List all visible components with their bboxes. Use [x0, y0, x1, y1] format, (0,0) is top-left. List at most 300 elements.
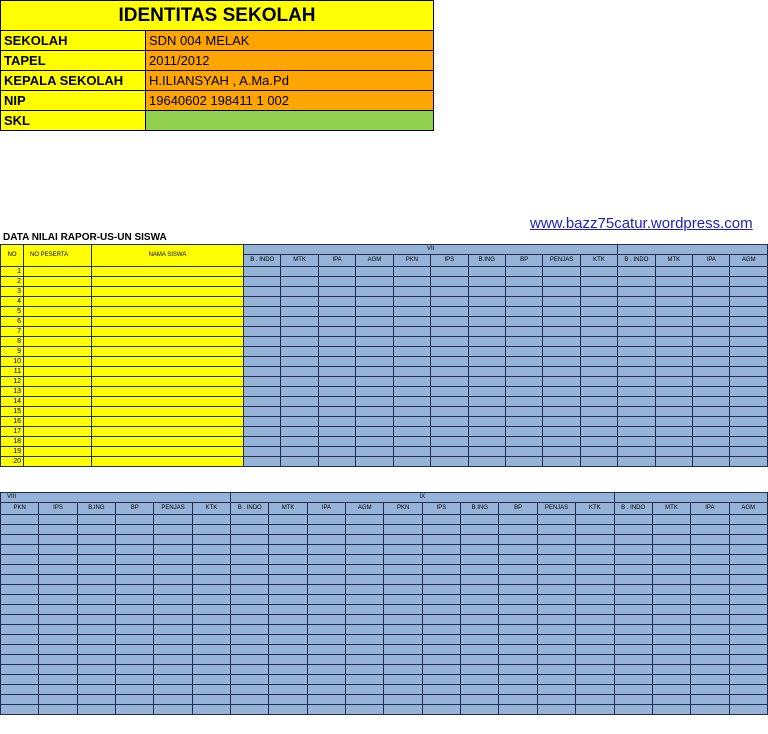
grade-cell[interactable] [576, 535, 614, 545]
grade-cell[interactable] [468, 387, 505, 397]
nama-siswa-cell[interactable] [92, 267, 244, 277]
grade-cell[interactable] [580, 267, 617, 277]
grade-cell[interactable] [1, 545, 39, 555]
grade-cell[interactable] [652, 705, 690, 715]
grade-cell[interactable] [393, 457, 430, 467]
grade-cell[interactable] [580, 297, 617, 307]
grade-cell[interactable] [281, 387, 318, 397]
grade-cell[interactable] [505, 377, 542, 387]
grade-cell[interactable] [281, 337, 318, 347]
grade-cell[interactable] [652, 575, 690, 585]
grade-cell[interactable] [505, 327, 542, 337]
grade-cell[interactable] [281, 457, 318, 467]
grade-cell[interactable] [192, 695, 230, 705]
grade-cell[interactable] [422, 565, 460, 575]
grade-cell[interactable] [652, 615, 690, 625]
grade-cell[interactable] [244, 437, 281, 447]
grade-cell[interactable] [580, 407, 617, 417]
grade-cell[interactable] [468, 427, 505, 437]
grade-cell[interactable] [39, 625, 77, 635]
no-peserta-cell[interactable] [24, 387, 92, 397]
grade-cell[interactable] [356, 397, 393, 407]
grade-cell[interactable] [693, 327, 730, 337]
nama-siswa-cell[interactable] [92, 357, 244, 367]
grade-cell[interactable] [1, 685, 39, 695]
grade-cell[interactable] [231, 685, 269, 695]
grade-cell[interactable] [281, 317, 318, 327]
nama-siswa-cell[interactable] [92, 307, 244, 317]
grade-cell[interactable] [422, 605, 460, 615]
grade-cell[interactable] [356, 327, 393, 337]
grade-cell[interactable] [281, 407, 318, 417]
grade-cell[interactable] [614, 555, 652, 565]
grade-cell[interactable] [192, 655, 230, 665]
grade-cell[interactable] [499, 635, 537, 645]
grade-cell[interactable] [730, 267, 768, 277]
grade-cell[interactable] [356, 387, 393, 397]
grade-cell[interactable] [652, 595, 690, 605]
grade-cell[interactable] [499, 545, 537, 555]
grade-cell[interactable] [39, 585, 77, 595]
grade-cell[interactable] [318, 337, 355, 347]
grade-cell[interactable] [576, 665, 614, 675]
grade-cell[interactable] [543, 447, 580, 457]
grade-cell[interactable] [461, 695, 499, 705]
grade-cell[interactable] [580, 277, 617, 287]
grade-cell[interactable] [356, 377, 393, 387]
grade-cell[interactable] [116, 565, 154, 575]
grade-cell[interactable] [537, 695, 575, 705]
grade-cell[interactable] [231, 655, 269, 665]
grade-cell[interactable] [499, 535, 537, 545]
no-peserta-cell[interactable] [24, 317, 92, 327]
grade-cell[interactable] [693, 287, 730, 297]
grade-cell[interactable] [231, 695, 269, 705]
grade-cell[interactable] [691, 705, 729, 715]
grade-cell[interactable] [691, 605, 729, 615]
grade-cell[interactable] [499, 585, 537, 595]
grade-cell[interactable] [691, 595, 729, 605]
grade-cell[interactable] [543, 357, 580, 367]
grade-cell[interactable] [652, 655, 690, 665]
grade-cell[interactable] [576, 635, 614, 645]
grade-cell[interactable] [580, 387, 617, 397]
grade-cell[interactable] [307, 705, 345, 715]
grade-cell[interactable] [652, 625, 690, 635]
grade-cell[interactable] [543, 327, 580, 337]
grade-cell[interactable] [244, 457, 281, 467]
grade-cell[interactable] [730, 367, 768, 377]
grade-cell[interactable] [154, 555, 192, 565]
grade-cell[interactable] [730, 337, 768, 347]
grade-cell[interactable] [307, 545, 345, 555]
grade-cell[interactable] [116, 525, 154, 535]
grade-cell[interactable] [346, 705, 384, 715]
grade-cell[interactable] [116, 695, 154, 705]
grade-cell[interactable] [505, 447, 542, 457]
grade-cell[interactable] [154, 625, 192, 635]
grade-cell[interactable] [346, 655, 384, 665]
no-peserta-cell[interactable] [24, 407, 92, 417]
grade-cell[interactable] [693, 277, 730, 287]
nama-siswa-cell[interactable] [92, 447, 244, 457]
grade-cell[interactable] [269, 705, 307, 715]
grade-cell[interactable] [192, 685, 230, 695]
grade-cell[interactable] [652, 605, 690, 615]
grade-cell[interactable] [39, 635, 77, 645]
grade-cell[interactable] [318, 347, 355, 357]
grade-cell[interactable] [192, 625, 230, 635]
grade-cell[interactable] [116, 575, 154, 585]
grade-cell[interactable] [576, 695, 614, 705]
grade-cell[interactable] [307, 625, 345, 635]
nama-siswa-cell[interactable] [92, 297, 244, 307]
grade-cell[interactable] [537, 565, 575, 575]
grade-cell[interactable] [499, 675, 537, 685]
grade-cell[interactable] [154, 565, 192, 575]
grade-cell[interactable] [543, 367, 580, 377]
grade-cell[interactable] [499, 525, 537, 535]
grade-cell[interactable] [1, 655, 39, 665]
grade-cell[interactable] [576, 685, 614, 695]
grade-cell[interactable] [691, 565, 729, 575]
grade-cell[interactable] [691, 525, 729, 535]
grade-cell[interactable] [461, 705, 499, 715]
grade-cell[interactable] [244, 427, 281, 437]
grade-cell[interactable] [505, 407, 542, 417]
grade-cell[interactable] [576, 625, 614, 635]
grade-cell[interactable] [543, 267, 580, 277]
grade-cell[interactable] [422, 665, 460, 675]
grade-cell[interactable] [77, 655, 115, 665]
grade-cell[interactable] [655, 377, 692, 387]
grade-cell[interactable] [346, 665, 384, 675]
no-peserta-cell[interactable] [24, 427, 92, 437]
grade-cell[interactable] [384, 625, 422, 635]
grade-cell[interactable] [618, 347, 655, 357]
grade-cell[interactable] [729, 635, 767, 645]
grade-cell[interactable] [77, 585, 115, 595]
grade-cell[interactable] [580, 337, 617, 347]
grade-cell[interactable] [537, 585, 575, 595]
no-peserta-cell[interactable] [24, 447, 92, 457]
value-nip[interactable]: 19640602 198411 1 002 [146, 91, 434, 111]
grade-cell[interactable] [1, 705, 39, 715]
grade-cell[interactable] [77, 565, 115, 575]
grade-cell[interactable] [614, 645, 652, 655]
grade-cell[interactable] [537, 555, 575, 565]
grade-cell[interactable] [580, 437, 617, 447]
grade-cell[interactable] [655, 357, 692, 367]
grade-cell[interactable] [39, 655, 77, 665]
grade-cell[interactable] [231, 535, 269, 545]
grade-cell[interactable] [655, 367, 692, 377]
grade-cell[interactable] [543, 457, 580, 467]
grade-cell[interactable] [384, 595, 422, 605]
grade-cell[interactable] [318, 457, 355, 467]
grade-cell[interactable] [729, 565, 767, 575]
grade-cell[interactable] [384, 675, 422, 685]
grade-cell[interactable] [693, 337, 730, 347]
grade-cell[interactable] [468, 377, 505, 387]
grade-cell[interactable] [614, 655, 652, 665]
grade-cell[interactable] [431, 377, 468, 387]
grade-cell[interactable] [307, 555, 345, 565]
grade-cell[interactable] [393, 327, 430, 337]
grade-cell[interactable] [356, 457, 393, 467]
grade-cell[interactable] [244, 447, 281, 457]
grade-cell[interactable] [422, 515, 460, 525]
grade-cell[interactable] [618, 357, 655, 367]
grade-cell[interactable] [730, 287, 768, 297]
grade-cell[interactable] [693, 417, 730, 427]
grade-cell[interactable] [231, 625, 269, 635]
grade-cell[interactable] [356, 267, 393, 277]
grade-cell[interactable] [307, 635, 345, 645]
grade-cell[interactable] [691, 645, 729, 655]
grade-cell[interactable] [729, 615, 767, 625]
grade-cell[interactable] [461, 525, 499, 535]
grade-cell[interactable] [730, 457, 768, 467]
grade-cell[interactable] [652, 685, 690, 695]
nama-siswa-cell[interactable] [92, 327, 244, 337]
grade-cell[interactable] [693, 437, 730, 447]
grade-cell[interactable] [461, 635, 499, 645]
grade-cell[interactable] [39, 665, 77, 675]
grade-cell[interactable] [691, 615, 729, 625]
grade-cell[interactable] [154, 595, 192, 605]
grade-cell[interactable] [231, 635, 269, 645]
grade-cell[interactable] [39, 545, 77, 555]
grade-cell[interactable] [346, 645, 384, 655]
grade-cell[interactable] [505, 317, 542, 327]
grade-cell[interactable] [618, 437, 655, 447]
grade-cell[interactable] [281, 377, 318, 387]
grade-cell[interactable] [505, 427, 542, 437]
grade-cell[interactable] [269, 585, 307, 595]
grade-cell[interactable] [505, 337, 542, 347]
grade-cell[interactable] [655, 307, 692, 317]
grade-cell[interactable] [77, 625, 115, 635]
grade-cell[interactable] [505, 397, 542, 407]
grade-cell[interactable] [655, 457, 692, 467]
grade-cell[interactable] [614, 615, 652, 625]
grade-cell[interactable] [77, 645, 115, 655]
grade-cell[interactable] [77, 535, 115, 545]
grade-cell[interactable] [192, 635, 230, 645]
grade-cell[interactable] [1, 645, 39, 655]
grade-cell[interactable] [580, 397, 617, 407]
grade-cell[interactable] [39, 515, 77, 525]
grade-cell[interactable] [346, 545, 384, 555]
grade-cell[interactable] [691, 545, 729, 555]
grade-cell[interactable] [693, 457, 730, 467]
grade-cell[interactable] [580, 457, 617, 467]
grade-cell[interactable] [393, 317, 430, 327]
grade-cell[interactable] [468, 367, 505, 377]
value-sekolah[interactable]: SDN 004 MELAK [146, 31, 434, 51]
grade-cell[interactable] [39, 565, 77, 575]
grade-cell[interactable] [652, 545, 690, 555]
grade-cell[interactable] [468, 327, 505, 337]
grade-cell[interactable] [281, 417, 318, 427]
grade-cell[interactable] [614, 565, 652, 575]
grade-cell[interactable] [307, 535, 345, 545]
grade-cell[interactable] [580, 307, 617, 317]
grade-cell[interactable] [652, 555, 690, 565]
grade-cell[interactable] [652, 585, 690, 595]
grade-cell[interactable] [461, 675, 499, 685]
grade-cell[interactable] [244, 327, 281, 337]
grade-cell[interactable] [244, 297, 281, 307]
grade-cell[interactable] [730, 397, 768, 407]
grade-cell[interactable] [655, 267, 692, 277]
grade-cell[interactable] [356, 277, 393, 287]
grade-cell[interactable] [618, 297, 655, 307]
website-link[interactable]: www.bazz75catur.wordpress.com [530, 215, 753, 232]
grade-cell[interactable] [393, 287, 430, 297]
grade-cell[interactable] [580, 367, 617, 377]
grade-cell[interactable] [537, 705, 575, 715]
grade-cell[interactable] [154, 675, 192, 685]
grade-cell[interactable] [691, 625, 729, 635]
grade-cell[interactable] [281, 327, 318, 337]
grade-cell[interactable] [730, 357, 768, 367]
grade-cell[interactable] [269, 645, 307, 655]
grade-cell[interactable] [431, 437, 468, 447]
grade-cell[interactable] [346, 615, 384, 625]
grade-cell[interactable] [116, 625, 154, 635]
grade-cell[interactable] [269, 525, 307, 535]
grade-cell[interactable] [154, 665, 192, 675]
grade-cell[interactable] [543, 417, 580, 427]
grade-cell[interactable] [505, 287, 542, 297]
grade-cell[interactable] [614, 695, 652, 705]
grade-cell[interactable] [231, 545, 269, 555]
grade-cell[interactable] [393, 297, 430, 307]
grade-cell[interactable] [729, 665, 767, 675]
grade-cell[interactable] [318, 417, 355, 427]
grade-cell[interactable] [499, 705, 537, 715]
grade-cell[interactable] [318, 297, 355, 307]
grade-cell[interactable] [730, 387, 768, 397]
grade-cell[interactable] [318, 317, 355, 327]
grade-cell[interactable] [356, 417, 393, 427]
grade-cell[interactable] [618, 397, 655, 407]
grade-cell[interactable] [729, 655, 767, 665]
no-peserta-cell[interactable] [24, 417, 92, 427]
grade-cell[interactable] [693, 387, 730, 397]
grade-cell[interactable] [192, 555, 230, 565]
grade-cell[interactable] [461, 655, 499, 665]
no-peserta-cell[interactable] [24, 277, 92, 287]
grade-cell[interactable] [318, 277, 355, 287]
grade-cell[interactable] [39, 605, 77, 615]
grade-cell[interactable] [231, 575, 269, 585]
grade-cell[interactable] [244, 417, 281, 427]
grade-cell[interactable] [346, 565, 384, 575]
grade-cell[interactable] [231, 515, 269, 525]
grade-cell[interactable] [461, 555, 499, 565]
no-peserta-cell[interactable] [24, 397, 92, 407]
grade-cell[interactable] [431, 357, 468, 367]
grade-cell[interactable] [614, 585, 652, 595]
grade-cell[interactable] [537, 635, 575, 645]
grade-cell[interactable] [693, 367, 730, 377]
grade-cell[interactable] [543, 377, 580, 387]
grade-cell[interactable] [537, 625, 575, 635]
grade-cell[interactable] [384, 585, 422, 595]
grade-cell[interactable] [431, 337, 468, 347]
grade-cell[interactable] [356, 427, 393, 437]
grade-cell[interactable] [154, 695, 192, 705]
grade-cell[interactable] [652, 645, 690, 655]
no-peserta-cell[interactable] [24, 337, 92, 347]
grade-cell[interactable] [461, 545, 499, 555]
grade-cell[interactable] [393, 377, 430, 387]
grade-cell[interactable] [116, 675, 154, 685]
grade-cell[interactable] [543, 297, 580, 307]
grade-cell[interactable] [356, 337, 393, 347]
grade-cell[interactable] [655, 287, 692, 297]
grade-cell[interactable] [244, 347, 281, 357]
grade-cell[interactable] [269, 595, 307, 605]
grade-cell[interactable] [244, 337, 281, 347]
grade-cell[interactable] [537, 525, 575, 535]
grade-cell[interactable] [393, 367, 430, 377]
grade-cell[interactable] [543, 287, 580, 297]
grade-cell[interactable] [154, 535, 192, 545]
grade-cell[interactable] [384, 575, 422, 585]
grade-cell[interactable] [39, 525, 77, 535]
grade-cell[interactable] [431, 427, 468, 437]
grade-cell[interactable] [77, 595, 115, 605]
grade-cell[interactable] [244, 277, 281, 287]
grade-cell[interactable] [116, 585, 154, 595]
grade-cell[interactable] [652, 675, 690, 685]
grade-cell[interactable] [468, 277, 505, 287]
grade-cell[interactable] [422, 645, 460, 655]
grade-cell[interactable] [730, 417, 768, 427]
grade-cell[interactable] [693, 347, 730, 357]
grade-cell[interactable] [318, 377, 355, 387]
grade-cell[interactable] [468, 297, 505, 307]
grade-cell[interactable] [269, 685, 307, 695]
grade-cell[interactable] [116, 515, 154, 525]
grade-cell[interactable] [691, 655, 729, 665]
grade-cell[interactable] [346, 555, 384, 565]
grade-cell[interactable] [116, 705, 154, 715]
grade-cell[interactable] [655, 417, 692, 427]
grade-cell[interactable] [77, 555, 115, 565]
grade-cell[interactable] [384, 535, 422, 545]
grade-cell[interactable] [730, 277, 768, 287]
grade-cell[interactable] [468, 357, 505, 367]
grade-cell[interactable] [116, 545, 154, 555]
grade-cell[interactable] [39, 555, 77, 565]
grade-cell[interactable] [244, 367, 281, 377]
grade-cell[interactable] [693, 427, 730, 437]
grade-cell[interactable] [1, 535, 39, 545]
grade-cell[interactable] [116, 645, 154, 655]
grade-cell[interactable] [576, 605, 614, 615]
grade-cell[interactable] [461, 665, 499, 675]
grade-cell[interactable] [618, 317, 655, 327]
grade-cell[interactable] [537, 655, 575, 665]
grade-cell[interactable] [1, 555, 39, 565]
nama-siswa-cell[interactable] [92, 317, 244, 327]
grade-cell[interactable] [614, 575, 652, 585]
